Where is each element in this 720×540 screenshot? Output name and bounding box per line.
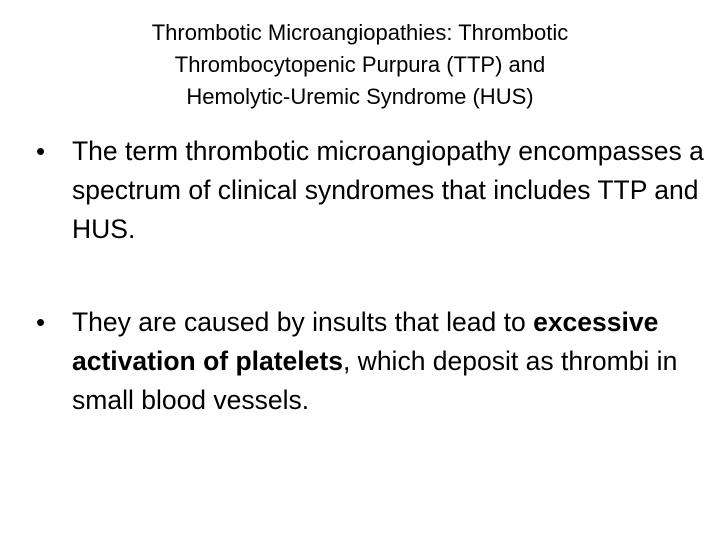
slide-title [60, 17, 660, 113]
bullet-item-2 [36, 303, 706, 420]
title-line-1: Thrombotic Microangiopathies: Thrombotic [151, 20, 569, 45]
title-line-3: Hemolytic-Uremic Syndrome (HUS) [186, 84, 534, 109]
bullet-text-2 [72, 307, 677, 415]
bullet-text-2-end: , which deposit as thrombi in small blood vessels. [72, 346, 678, 415]
bullet-marker: • [36, 307, 46, 337]
bullet-text-2-start: They are caused by insults that lead to [72, 307, 534, 337]
bullet-item-1 [36, 132, 706, 249]
bullet-text-1: The term thrombotic microangiopathy encompasses a spectrum of clinical syndromes that includes TTP and HUS. [72, 136, 704, 244]
bullet-text-2-emphasis: excessive activation of platelets [72, 307, 659, 376]
title-line-2: Thrombocytopenic Purpura (TTP) and [174, 52, 546, 77]
bullet-marker: • [36, 136, 46, 166]
bullet-list [36, 132, 706, 420]
